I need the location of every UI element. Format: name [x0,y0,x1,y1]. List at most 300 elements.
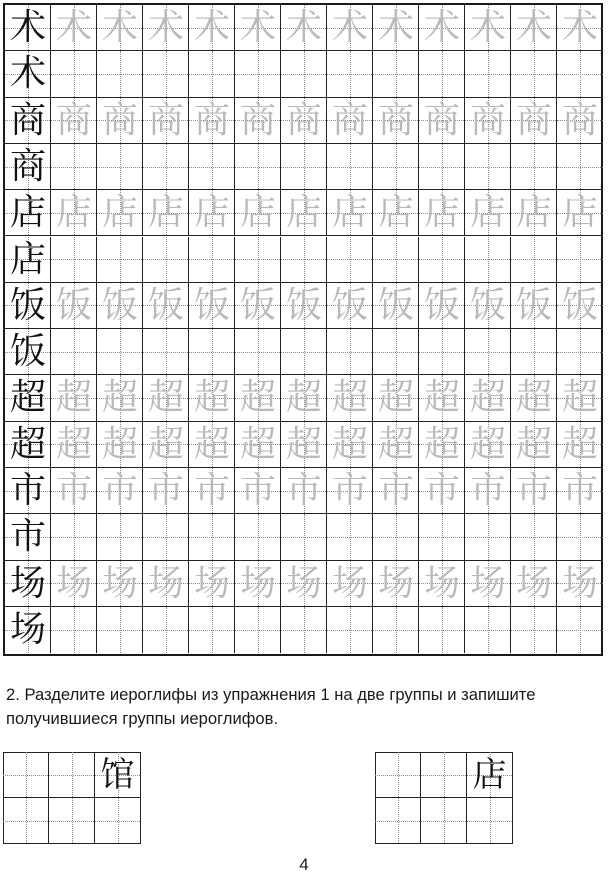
trace-cell[interactable] [281,375,327,421]
blank-writing-cell[interactable] [97,144,143,190]
blank-writing-cell[interactable] [189,144,235,190]
answer-grid-group-2[interactable] [375,752,513,844]
trace-cell[interactable] [143,5,189,51]
instruction-line-1: 2. Разделите иероглифы из упражнения 1 на две группы и запишите [6,685,536,704]
trace-cell[interactable] [51,422,97,468]
trace-cell[interactable] [51,5,97,51]
trace-cell[interactable] [97,5,143,51]
trace-cell[interactable] [189,422,235,468]
trace-character: 术 [423,7,460,48]
trace-cell[interactable] [143,98,189,144]
blank-writing-cell[interactable] [51,51,97,97]
blank-writing-cell[interactable] [373,329,419,375]
trace-cell[interactable] [189,5,235,51]
trace-cell[interactable] [557,375,603,421]
trace-cell[interactable] [51,283,97,329]
trace-cell[interactable] [511,190,557,236]
trace-cell[interactable] [97,98,143,144]
trace-character: 饭 [147,284,184,326]
trace-character: 市 [285,470,322,511]
blank-writing-cell[interactable] [557,51,603,97]
blank-writing-cell[interactable] [373,144,419,190]
blank-writing-cell[interactable] [419,607,465,653]
trace-cell[interactable] [465,5,511,51]
trace-character: 超 [469,377,506,419]
practice-grid [3,3,603,656]
trace-cell[interactable] [327,468,373,514]
trace-character: 超 [193,423,230,465]
blank-writing-cell[interactable] [419,144,465,190]
trace-character: 超 [423,377,460,419]
trace-character: 商 [285,99,322,141]
trace-cell[interactable] [327,422,373,468]
trace-character: 超 [285,377,322,419]
practice-row [5,329,601,376]
trace-character: 术 [193,7,230,48]
model-character-cell [5,468,51,514]
blank-writing-cell[interactable] [235,144,281,190]
answer-writing-cell[interactable] [375,752,421,798]
trace-character: 市 [147,470,184,511]
blank-writing-cell[interactable] [373,514,419,560]
blank-writing-cell[interactable] [465,237,511,283]
trace-character: 市 [515,470,552,511]
practice-row [5,5,601,52]
trace-cell[interactable] [327,98,373,144]
trace-character: 场 [469,562,506,604]
model-character-cell [5,514,51,560]
blank-writing-cell[interactable] [143,329,189,375]
trace-cell[interactable] [189,283,235,329]
blank-writing-cell[interactable] [143,237,189,283]
model-character-cell [5,283,51,329]
trace-character: 商 [331,99,368,141]
blank-writing-cell[interactable] [97,51,143,97]
blank-writing-cell[interactable] [189,514,235,560]
trace-cell[interactable] [97,468,143,514]
trace-cell[interactable] [281,98,327,144]
trace-character: 超 [377,377,414,419]
blank-writing-cell[interactable] [327,607,373,653]
answer-writing-cell[interactable] [49,798,95,844]
trace-cell[interactable] [97,375,143,421]
trace-character: 店 [239,192,276,234]
trace-character: 市 [101,470,138,511]
trace-cell[interactable] [419,190,465,236]
trace-character: 术 [101,7,138,48]
trace-cell[interactable] [419,98,465,144]
blank-writing-cell[interactable] [511,329,557,375]
answer-writing-cell[interactable] [421,798,467,844]
blank-writing-cell[interactable] [419,329,465,375]
trace-cell[interactable] [557,98,603,144]
blank-writing-cell[interactable] [373,607,419,653]
practice-row [5,190,601,237]
practice-row [5,561,601,608]
page-number: 4 [299,855,309,874]
blank-writing-cell[interactable] [511,514,557,560]
practice-row [5,51,601,98]
answer-writing-cell[interactable] [467,798,513,844]
blank-writing-cell[interactable] [373,51,419,97]
trace-cell[interactable] [511,468,557,514]
blank-writing-cell[interactable] [143,51,189,97]
trace-cell[interactable] [97,283,143,329]
trace-character: 场 [55,562,92,604]
trace-character: 术 [515,7,552,48]
trace-character: 市 [55,470,92,511]
trace-cell[interactable] [419,5,465,51]
trace-cell[interactable] [281,561,327,607]
trace-character: 饭 [331,284,368,326]
blank-writing-cell[interactable] [419,51,465,97]
blank-writing-cell[interactable] [419,514,465,560]
trace-cell[interactable] [511,283,557,329]
blank-writing-cell[interactable] [143,607,189,653]
trace-character: 商 [193,99,230,141]
model-character: 饭 [9,331,46,373]
answer-writing-cell[interactable] [3,752,49,798]
blank-writing-cell[interactable] [235,51,281,97]
blank-writing-cell[interactable] [281,607,327,653]
trace-character: 超 [515,377,552,419]
trace-character: 超 [561,377,598,419]
trace-cell[interactable] [143,283,189,329]
trace-character: 饭 [285,284,322,326]
trace-cell[interactable] [143,561,189,607]
blank-writing-cell[interactable] [51,514,97,560]
blank-writing-cell[interactable] [327,144,373,190]
trace-character: 场 [331,562,368,604]
trace-character: 商 [561,99,598,141]
trace-cell[interactable] [189,375,235,421]
trace-character: 店 [285,192,322,234]
trace-cell[interactable] [235,190,281,236]
model-character: 术 [9,53,46,95]
trace-character: 超 [147,377,184,419]
model-character: 饭 [9,284,46,326]
trace-character: 术 [377,7,414,48]
blank-writing-cell[interactable] [327,51,373,97]
trace-character: 饭 [193,284,230,326]
trace-cell[interactable] [373,190,419,236]
sample-character-cell[interactable] [467,752,513,798]
blank-writing-cell[interactable] [51,607,97,653]
trace-cell[interactable] [51,468,97,514]
trace-character: 场 [193,562,230,604]
trace-cell[interactable] [97,422,143,468]
model-character-cell [5,5,51,51]
blank-writing-cell[interactable] [189,607,235,653]
model-character: 场 [9,608,46,650]
trace-cell[interactable] [189,190,235,236]
trace-character: 超 [147,423,184,465]
trace-character: 商 [239,99,276,141]
trace-cell[interactable] [97,561,143,607]
trace-cell[interactable] [235,468,281,514]
trace-character: 饭 [239,284,276,326]
blank-writing-cell[interactable] [97,607,143,653]
trace-cell[interactable] [235,561,281,607]
trace-character: 术 [285,7,322,48]
model-character: 市 [9,516,46,558]
trace-cell[interactable] [143,375,189,421]
trace-cell[interactable] [327,375,373,421]
model-character: 术 [9,7,46,48]
blank-writing-cell[interactable] [189,51,235,97]
blank-writing-cell[interactable] [465,514,511,560]
trace-cell[interactable] [557,190,603,236]
trace-character: 店 [331,192,368,234]
trace-cell[interactable] [557,5,603,51]
trace-cell[interactable] [465,468,511,514]
model-character-cell [5,190,51,236]
blank-writing-cell[interactable] [235,514,281,560]
trace-cell[interactable] [511,5,557,51]
blank-writing-cell[interactable] [557,514,603,560]
trace-cell[interactable] [281,190,327,236]
trace-character: 店 [377,192,414,234]
blank-writing-cell[interactable] [465,144,511,190]
trace-cell[interactable] [419,561,465,607]
trace-character: 市 [469,470,506,511]
model-character: 商 [9,145,46,187]
trace-character: 市 [423,470,460,511]
trace-character: 市 [561,470,598,511]
blank-writing-cell[interactable] [465,51,511,97]
trace-cell[interactable] [511,375,557,421]
answer-writing-cell[interactable] [375,798,421,844]
blank-writing-cell[interactable] [511,237,557,283]
trace-character: 市 [239,470,276,511]
trace-cell[interactable] [281,422,327,468]
blank-writing-cell[interactable] [557,607,603,653]
trace-cell[interactable] [557,283,603,329]
trace-cell[interactable] [143,468,189,514]
model-character-cell [5,329,51,375]
trace-cell[interactable] [281,468,327,514]
trace-character: 商 [101,99,138,141]
blank-writing-cell[interactable] [465,607,511,653]
trace-character: 超 [101,423,138,465]
trace-character: 店 [55,192,92,234]
trace-cell[interactable] [465,190,511,236]
trace-character: 术 [331,7,368,48]
trace-cell[interactable] [419,375,465,421]
trace-character: 场 [147,562,184,604]
trace-cell[interactable] [235,5,281,51]
blank-writing-cell[interactable] [281,51,327,97]
trace-character: 商 [423,99,460,141]
answer-writing-cell[interactable] [49,752,95,798]
trace-character: 场 [423,562,460,604]
trace-character: 超 [469,423,506,465]
model-character-cell [5,607,51,653]
practice-row [5,468,601,515]
trace-character: 超 [331,423,368,465]
blank-writing-cell[interactable] [235,237,281,283]
model-character: 店 [9,192,46,234]
blank-writing-cell[interactable] [465,329,511,375]
blank-writing-cell[interactable] [281,329,327,375]
trace-character: 店 [469,192,506,234]
trace-character: 超 [423,423,460,465]
blank-writing-cell[interactable] [235,329,281,375]
trace-cell[interactable] [373,5,419,51]
trace-character: 饭 [377,284,414,326]
blank-writing-cell[interactable] [143,514,189,560]
blank-writing-cell[interactable] [189,329,235,375]
trace-character: 店 [423,192,460,234]
trace-cell[interactable] [235,422,281,468]
blank-writing-cell[interactable] [51,329,97,375]
trace-cell[interactable] [373,561,419,607]
model-character-cell [5,561,51,607]
blank-writing-cell[interactable] [143,144,189,190]
trace-cell[interactable] [189,561,235,607]
trace-character: 商 [515,99,552,141]
blank-writing-cell[interactable] [51,237,97,283]
answer-grid-group-1[interactable] [3,752,141,844]
trace-cell[interactable] [327,5,373,51]
blank-writing-cell[interactable] [281,144,327,190]
trace-cell[interactable] [235,375,281,421]
trace-cell[interactable] [511,98,557,144]
trace-cell[interactable] [557,561,603,607]
trace-character: 超 [101,377,138,419]
blank-writing-cell[interactable] [281,514,327,560]
blank-writing-cell[interactable] [511,51,557,97]
practice-row [5,237,601,284]
trace-character: 场 [377,562,414,604]
trace-cell[interactable] [327,283,373,329]
answer-writing-cell[interactable] [3,798,49,844]
trace-cell[interactable] [557,422,603,468]
trace-cell[interactable] [327,190,373,236]
trace-character: 术 [561,7,598,48]
model-character-cell [5,144,51,190]
trace-cell[interactable] [51,375,97,421]
trace-cell[interactable] [235,283,281,329]
blank-writing-cell[interactable] [373,237,419,283]
trace-cell[interactable] [189,468,235,514]
blank-writing-cell[interactable] [557,237,603,283]
trace-character: 市 [377,470,414,511]
trace-cell[interactable] [373,283,419,329]
trace-cell[interactable] [281,283,327,329]
blank-writing-cell[interactable] [189,237,235,283]
trace-cell[interactable] [373,375,419,421]
blank-writing-cell[interactable] [557,329,603,375]
trace-cell[interactable] [235,98,281,144]
blank-writing-cell[interactable] [97,329,143,375]
trace-cell[interactable] [419,468,465,514]
trace-cell[interactable] [51,561,97,607]
trace-cell[interactable] [511,422,557,468]
trace-cell[interactable] [143,190,189,236]
trace-character: 超 [561,423,598,465]
blank-writing-cell[interactable] [97,237,143,283]
trace-character: 饭 [515,284,552,326]
blank-writing-cell[interactable] [419,237,465,283]
trace-character: 超 [193,377,230,419]
blank-writing-cell[interactable] [327,237,373,283]
model-character: 超 [9,377,46,419]
practice-row [5,144,601,191]
model-character: 市 [9,470,46,511]
trace-cell[interactable] [189,98,235,144]
answer-writing-cell[interactable] [421,752,467,798]
model-character-cell [5,422,51,468]
trace-cell[interactable] [465,561,511,607]
trace-cell[interactable] [511,561,557,607]
practice-row [5,607,601,654]
blank-writing-cell[interactable] [511,607,557,653]
blank-writing-cell[interactable] [327,329,373,375]
trace-character: 超 [239,423,276,465]
trace-cell[interactable] [465,422,511,468]
blank-writing-cell[interactable] [511,144,557,190]
trace-cell[interactable] [373,98,419,144]
sample-character: 店 [472,754,507,795]
trace-cell[interactable] [51,190,97,236]
trace-character: 术 [239,7,276,48]
trace-character: 场 [561,562,598,604]
blank-writing-cell[interactable] [281,237,327,283]
trace-character: 商 [55,99,92,141]
model-character: 超 [9,423,46,465]
trace-character: 店 [561,192,598,234]
blank-writing-cell[interactable] [97,514,143,560]
trace-cell[interactable] [51,98,97,144]
trace-cell[interactable] [465,283,511,329]
trace-character: 店 [147,192,184,234]
trace-cell[interactable] [373,422,419,468]
sample-character-cell[interactable] [95,752,141,798]
trace-cell[interactable] [281,5,327,51]
trace-character: 场 [239,562,276,604]
trace-character: 市 [193,470,230,511]
trace-cell[interactable] [465,375,511,421]
trace-character: 超 [55,423,92,465]
trace-character: 超 [331,377,368,419]
trace-cell[interactable] [327,561,373,607]
blank-writing-cell[interactable] [327,514,373,560]
trace-character: 店 [515,192,552,234]
practice-row [5,98,601,145]
answer-writing-cell[interactable] [95,798,141,844]
trace-cell[interactable] [373,468,419,514]
model-character: 场 [9,562,46,604]
trace-cell[interactable] [465,98,511,144]
blank-writing-cell[interactable] [51,144,97,190]
trace-character: 术 [147,7,184,48]
trace-cell[interactable] [557,468,603,514]
trace-character: 超 [515,423,552,465]
trace-cell[interactable] [97,190,143,236]
trace-character: 术 [55,7,92,48]
trace-cell[interactable] [143,422,189,468]
trace-character: 店 [101,192,138,234]
sample-character: 馆 [100,754,135,795]
trace-cell[interactable] [419,283,465,329]
blank-writing-cell[interactable] [235,607,281,653]
trace-character: 饭 [55,284,92,326]
trace-cell[interactable] [419,422,465,468]
exercise-2-instruction [6,683,606,731]
blank-writing-cell[interactable] [557,144,603,190]
trace-character: 超 [377,423,414,465]
